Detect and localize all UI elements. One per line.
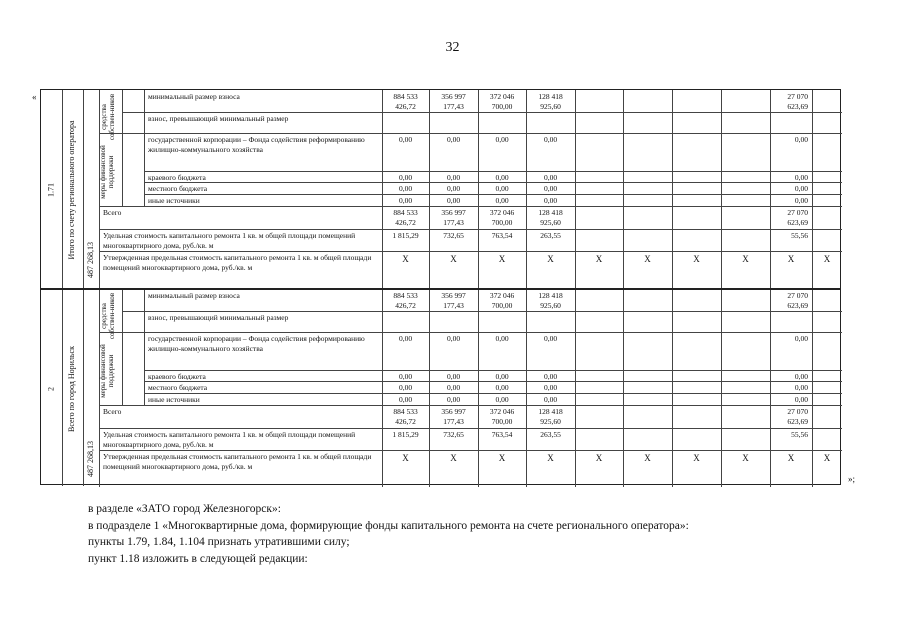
grid-hline-limit-0 — [99, 251, 842, 252]
grid-vline-col-0-1 — [429, 90, 430, 288]
group-support: меры финансовой поддержки — [99, 145, 115, 199]
value-kray-1: 0,00 — [446, 173, 461, 182]
grid-vline-col-1-3 — [526, 289, 527, 487]
grid-vline-col-1-6 — [672, 289, 673, 487]
limit-x-mark: X — [450, 453, 457, 463]
value-other-2: 0,00 — [495, 196, 509, 205]
closing-quote: »; — [848, 474, 856, 484]
row-label-kray: краевого бюджета — [148, 372, 206, 380]
value-corp-4: 0,00 — [794, 135, 808, 144]
grid-hline-kray-0 — [144, 171, 842, 172]
value-unit-4: 55,56 — [791, 430, 808, 439]
limit-x-mark: X — [693, 453, 700, 463]
value-local-2: 0,00 — [495, 184, 509, 193]
value-corp-2: 0,00 — [495, 135, 509, 144]
grid-vline-col-1-1 — [429, 289, 430, 487]
value-total-0: 884 533 426,72 — [393, 407, 418, 426]
row-number: 2 — [46, 387, 56, 391]
limit-x-mark: X — [823, 254, 831, 264]
value-local-0: 0,00 — [398, 383, 413, 392]
value-min-1: 356 997 177,43 — [441, 92, 466, 111]
value-other-4: 0,00 — [794, 196, 808, 205]
grid-vline-col-0-3 — [526, 90, 527, 288]
value-corp-1: 0,00 — [446, 135, 461, 144]
value-min-2: 372 046 700,00 — [489, 92, 515, 111]
row-label-local: местного бюджета — [148, 383, 208, 392]
value-local-1: 0,00 — [446, 383, 461, 392]
grid-vline-label-1 — [144, 289, 145, 405]
value-total-1: 356 997 177,43 — [441, 208, 466, 227]
limit-x-mark: X — [402, 254, 409, 264]
row-label-corp: государственной корпорации – Фонда содействия реформированию жилищно-коммунального хозяйства — [148, 135, 365, 154]
grid-hline-total-0 — [99, 206, 842, 207]
text-line-2: в подразделе 1 «Многоквартирные дома, формирующие фонды капитального ремонта на счете регионального оператора»: — [88, 519, 689, 532]
grid-hline-unit-0 — [99, 229, 842, 230]
value-min-4: 27 070 623,69 — [787, 92, 808, 111]
value-total-2: 372 046 700,00 — [489, 208, 515, 227]
value-other-4: 0,00 — [794, 395, 808, 404]
grid-vline-col-1-9 — [812, 289, 813, 487]
limit-x-mark: X — [450, 254, 457, 264]
grid-vline-col-0-5 — [623, 90, 624, 288]
limit-x-mark: X — [547, 254, 554, 264]
grid-hline-other-0 — [144, 194, 842, 195]
limit-x-mark: X — [742, 453, 749, 463]
grid-vline-group-1 — [122, 289, 123, 405]
block-area: 487 268,13 — [86, 242, 95, 278]
limit-x-mark: X — [595, 453, 603, 463]
row-label-limit: Утвержденная предельная стоимость капитального ремонта 1 кв. м общей площади помещений многоквартирного дома, руб./кв. м — [103, 452, 372, 471]
row-label-other: иные источники — [148, 395, 200, 404]
limit-x-mark: X — [547, 453, 554, 463]
grid-vline-col-0-0 — [382, 90, 383, 288]
value-kray-0: 0,00 — [398, 173, 413, 182]
value-kray-3: 0,00 — [543, 372, 558, 381]
row-label-corp: государственной корпорации – Фонда содействия реформированию жилищно-коммунального хозяйства — [148, 334, 365, 353]
grid-hline-other-1 — [144, 393, 842, 394]
page-number: 32 — [445, 40, 460, 55]
budget-table — [40, 89, 841, 485]
grid-vline-col-0-8 — [770, 90, 771, 288]
value-kray-2: 0,00 — [495, 372, 509, 381]
value-unit-1: 732,65 — [443, 231, 464, 240]
value-corp-0: 0,00 — [398, 135, 413, 144]
value-local-3: 0,00 — [543, 184, 558, 193]
value-other-0: 0,00 — [398, 196, 413, 205]
block-title: Всего по город Норильск — [67, 346, 76, 432]
grid-vline-col-1-2 — [478, 289, 479, 487]
value-local-2: 0,00 — [495, 383, 509, 392]
row-label-over: взнос, превышающий минимальный размер — [148, 313, 289, 322]
row-label-total: Всего — [103, 208, 122, 217]
value-unit-1: 732,65 — [443, 430, 464, 439]
value-min-3: 128 418 925,60 — [538, 92, 563, 111]
value-total-4: 27 070 623,69 — [787, 407, 808, 426]
block-title: Итого по счету регионального оператора — [67, 120, 76, 260]
limit-x-mark: X — [402, 453, 409, 463]
value-total-4: 27 070 623,69 — [787, 208, 808, 227]
group-support: меры финансовой поддержки — [99, 344, 115, 398]
value-unit-2: 763,54 — [491, 430, 513, 439]
value-min-3: 128 418 925,60 — [538, 291, 563, 310]
row-label-min: минимальный размер взноса — [148, 291, 240, 300]
grid-hline-limit-1 — [99, 450, 842, 451]
value-kray-3: 0,00 — [543, 173, 558, 182]
grid-vline-col-0-9 — [812, 90, 813, 288]
value-local-4: 0,00 — [794, 383, 808, 392]
value-min-2: 372 046 700,00 — [489, 291, 515, 310]
row-label-total: Всего — [103, 407, 122, 416]
grid-hline-kray-1 — [144, 370, 842, 371]
grid-vline-col-1-5 — [623, 289, 624, 487]
value-kray-4: 0,00 — [794, 173, 808, 182]
value-min-4: 27 070 623,69 — [787, 291, 808, 310]
value-total-1: 356 997 177,43 — [441, 407, 466, 426]
row-label-min: минимальный размер взноса — [148, 92, 240, 101]
value-min-1: 356 997 177,43 — [441, 291, 466, 310]
grid-hline-over-1 — [122, 311, 842, 312]
value-unit-3: 263,55 — [540, 231, 561, 240]
value-unit-0: 1 815,29 — [392, 430, 419, 439]
opening-quote: « — [32, 92, 37, 102]
value-corp-1: 0,00 — [446, 334, 461, 343]
group-own-funds: средства собствен-ников — [100, 93, 116, 141]
amendment-text — [88, 501, 689, 567]
value-total-0: 884 533 426,72 — [393, 208, 418, 227]
limit-x-mark: X — [644, 254, 651, 264]
grid-hline-unit-1 — [99, 428, 842, 429]
text-line-3: пункты 1.79, 1.84, 1.104 признать утратившими силу; — [88, 536, 350, 548]
grid-vline-col-1-0 — [382, 289, 383, 487]
grid-hline-corp-0 — [122, 133, 842, 134]
grid-vline-group-0 — [122, 90, 123, 206]
row-label-other: иные источники — [148, 196, 200, 205]
value-unit-4: 55,56 — [791, 231, 808, 240]
value-other-3: 0,00 — [543, 395, 558, 404]
value-kray-4: 0,00 — [794, 372, 808, 381]
value-local-3: 0,00 — [543, 383, 558, 392]
value-kray-0: 0,00 — [398, 372, 413, 381]
row-label-local: местного бюджета — [148, 184, 208, 193]
grid-vline-col-0-6 — [672, 90, 673, 288]
limit-x-mark: X — [787, 453, 795, 463]
text-line-1: в разделе «ЗАТО город Железногорск»: — [88, 503, 281, 515]
limit-x-mark: X — [498, 254, 506, 264]
value-other-1: 0,00 — [446, 395, 461, 404]
group-own-funds: средства собствен-ников — [100, 292, 116, 340]
row-label-unit: Удельная стоимость капитального ремонта 1 кв. м общей площади помещений многоквартирного дома, руб./кв. м — [103, 430, 356, 449]
value-corp-0: 0,00 — [398, 334, 413, 343]
value-total-2: 372 046 700,00 — [489, 407, 515, 426]
row-label-unit: Удельная стоимость капитального ремонта 1 кв. м общей площади помещений многоквартирного дома, руб./кв. м — [103, 231, 356, 250]
grid-vline-col-0-7 — [721, 90, 722, 288]
block-area: 487 268,13 — [86, 441, 95, 477]
value-local-0: 0,00 — [398, 184, 413, 193]
limit-x-mark: X — [693, 254, 700, 264]
value-corp-4: 0,00 — [794, 334, 808, 343]
row-label-over: взнос, превышающий минимальный размер — [148, 114, 289, 123]
limit-x-mark: X — [787, 254, 795, 264]
value-unit-0: 1 815,29 — [392, 231, 419, 240]
row-label-limit: Утвержденная предельная стоимость капитального ремонта 1 кв. м общей площади помещений многоквартирного дома, руб./кв. м — [103, 253, 372, 272]
limit-x-mark: X — [498, 453, 506, 463]
value-unit-2: 763,54 — [491, 231, 513, 240]
limit-x-mark: X — [742, 254, 749, 264]
value-min-0: 884 533 426,72 — [393, 92, 418, 111]
value-other-3: 0,00 — [543, 196, 558, 205]
value-total-3: 128 418 925,60 — [538, 407, 563, 426]
limit-x-mark: X — [644, 453, 651, 463]
value-min-0: 884 533 426,72 — [393, 291, 418, 310]
value-local-4: 0,00 — [794, 184, 808, 193]
row-label-kray: краевого бюджета — [148, 173, 206, 181]
limit-x-mark: X — [595, 254, 603, 264]
grid-vline-col-1-8 — [770, 289, 771, 487]
grid-vline-label-0 — [144, 90, 145, 206]
block-divider — [41, 288, 840, 290]
value-corp-3: 0,00 — [543, 135, 558, 144]
row-number: 1.71 — [46, 183, 56, 197]
grid-vline-col-1-7 — [721, 289, 722, 487]
value-local-1: 0,00 — [446, 184, 461, 193]
grid-vline-col-0-2 — [478, 90, 479, 288]
grid-hline-corp-1 — [122, 332, 842, 333]
value-unit-3: 263,55 — [540, 430, 561, 439]
grid-vline-col-0-4 — [575, 90, 576, 288]
value-total-3: 128 418 925,60 — [538, 208, 563, 227]
grid-vline-col-1-4 — [575, 289, 576, 487]
grid-hline-total-1 — [99, 405, 842, 406]
value-corp-3: 0,00 — [543, 334, 558, 343]
value-corp-2: 0,00 — [495, 334, 509, 343]
value-kray-2: 0,00 — [495, 173, 509, 182]
value-kray-1: 0,00 — [446, 372, 461, 381]
grid-hline-over-0 — [122, 112, 842, 113]
value-other-2: 0,00 — [495, 395, 509, 404]
value-other-1: 0,00 — [446, 196, 461, 205]
value-other-0: 0,00 — [398, 395, 413, 404]
text-line-4: пункт 1.18 изложить в следующей редакции: — [88, 552, 308, 565]
limit-x-mark: X — [823, 453, 831, 463]
